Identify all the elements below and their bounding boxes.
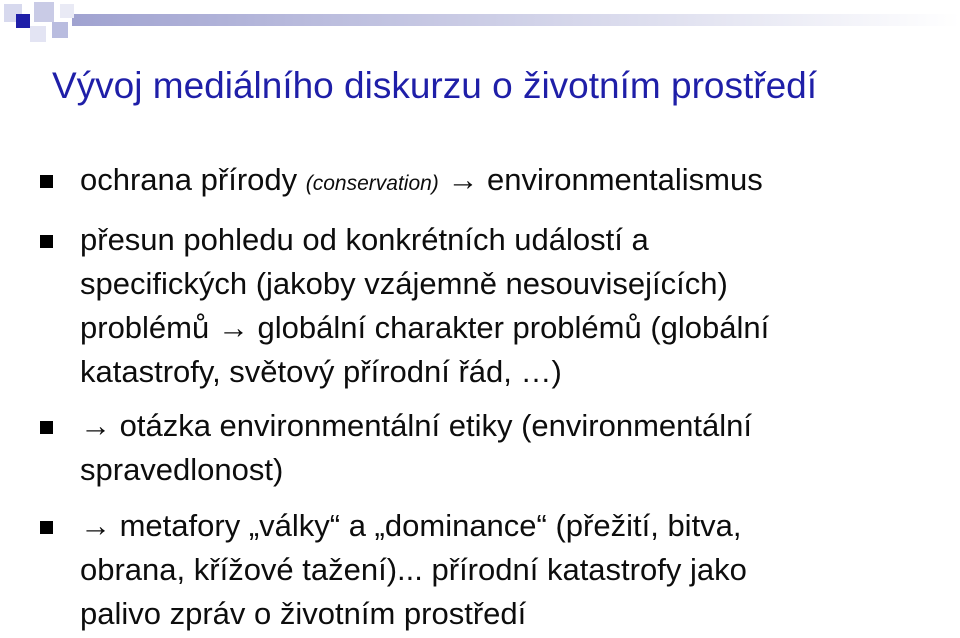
bullet-list xyxy=(0,158,960,636)
bullet-item xyxy=(0,218,940,394)
text-span: obrana, křížové tažení)... přírodní katastrofy jako xyxy=(80,552,747,587)
text-span: katastrofy, světový přírodní řád, …) xyxy=(80,354,562,389)
text-span: specifických (jakoby vzájemně nesouvisejících) xyxy=(80,266,728,301)
text-span: → environmentalismus xyxy=(438,162,763,197)
bullet-item xyxy=(0,504,940,636)
bullet-text-line xyxy=(80,262,940,306)
bullet-text-line xyxy=(80,218,940,262)
slide-title: Vývoj mediálního diskurzu o životním prostředí xyxy=(52,65,818,106)
bullet-text-line xyxy=(80,592,940,636)
text-span: přesun pohledu od konkrétních událostí a xyxy=(80,222,649,257)
square-bullet-icon xyxy=(40,421,53,434)
bullet-item xyxy=(0,404,940,492)
square-bullet-icon xyxy=(40,521,53,534)
bullet-text-line xyxy=(80,548,940,592)
square-bullet-icon xyxy=(40,175,53,188)
bullet-text-line xyxy=(80,448,940,492)
bullet-text-line xyxy=(80,504,940,548)
bullet-text-line xyxy=(80,306,940,350)
bullet-text-line xyxy=(80,404,940,448)
decorative-header-band xyxy=(0,0,960,62)
text-span: problémů → globální charakter problémů (globální xyxy=(80,310,770,345)
text-span: ochrana přírody xyxy=(80,162,306,197)
bullet-item xyxy=(0,158,940,206)
header-squares-icon xyxy=(0,0,960,62)
bullet-text-line xyxy=(80,158,940,206)
text-span: → otázka environmentální etiky (environmentální xyxy=(80,408,752,443)
square-bullet-icon xyxy=(40,235,53,248)
italic-term: (conservation) xyxy=(305,172,439,195)
bullet-text-line xyxy=(80,350,940,394)
text-span: → metafory „války“ a „dominance“ (přežití, bitva, xyxy=(80,508,742,543)
text-span: spravedlonost) xyxy=(80,452,284,487)
text-span: palivo zpráv o životním prostředí xyxy=(80,596,527,631)
